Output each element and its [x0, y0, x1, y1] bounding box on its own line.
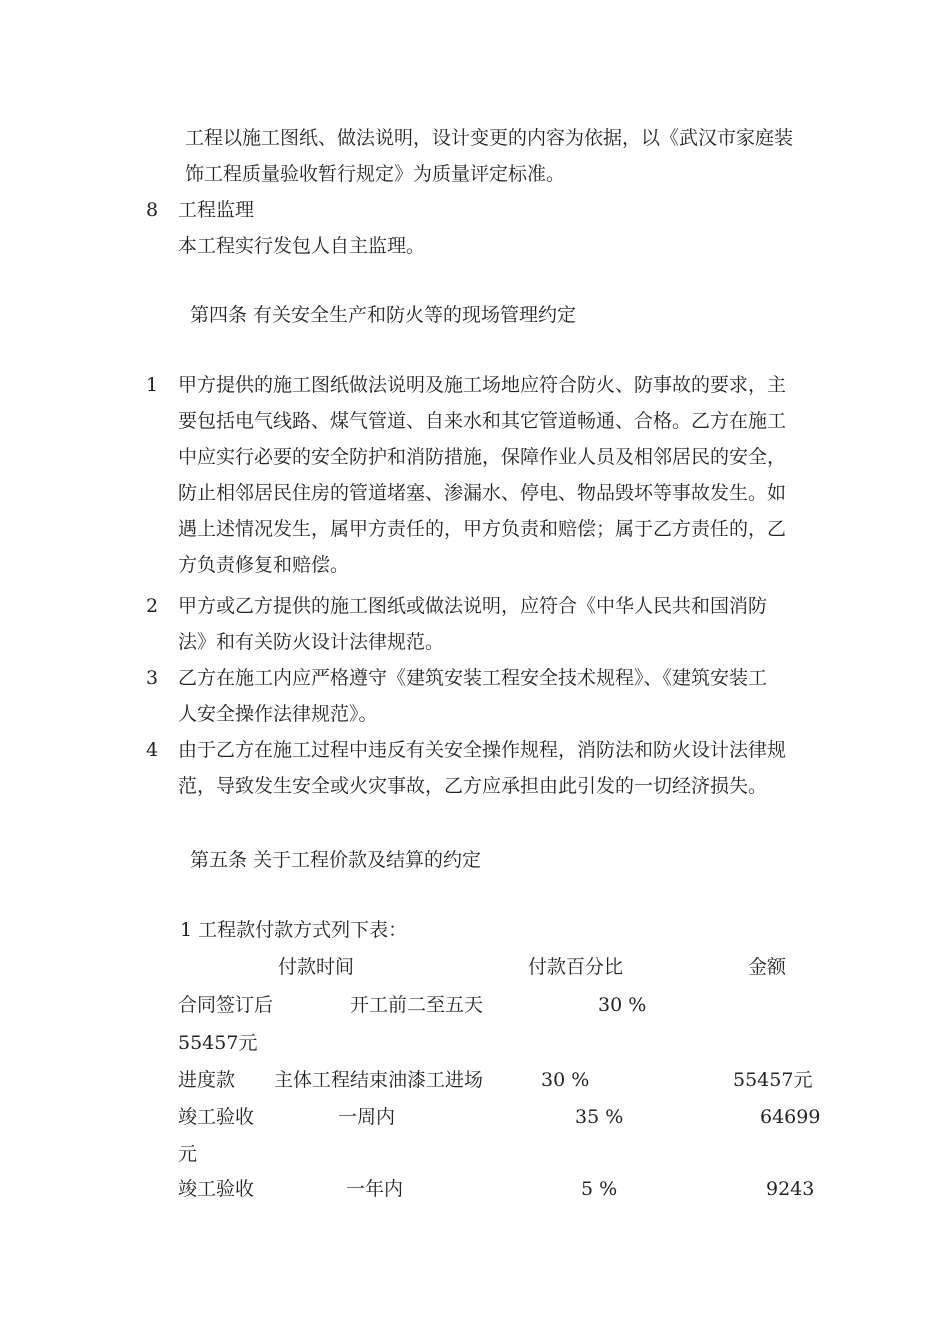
article-4-item-3-number: 3: [146, 667, 159, 689]
table-cell-time: 一周内: [338, 1106, 396, 1128]
table-cell-percent: 35 %: [575, 1106, 624, 1128]
table-cell-time: 开工前二至五天: [350, 994, 484, 1016]
table-cell-percent: 30 %: [541, 1069, 590, 1091]
intro-line-1: 工程以施工图纸、做法说明，设计变更的内容为依据，以《武汉市家庭装: [185, 127, 794, 149]
table-cell-amount-wrap: 元: [178, 1143, 198, 1165]
table-cell-percent: 5 %: [581, 1178, 618, 1200]
table-cell-amount: 64699: [760, 1106, 821, 1128]
article-4-item-1-line: 防止相邻居民住房的管道堵塞、渗漏水、停电、物品毁坏等事故发生。如: [178, 482, 787, 504]
table-cell-time: 一年内: [346, 1178, 404, 1200]
article-4-item-2-number: 2: [146, 595, 159, 617]
table-cell-stage: 竣工验收: [178, 1178, 255, 1200]
article-4-item-1-line: 中应实行必要的安全防护和消防措施，保障作业人员及相邻居民的安全，: [178, 446, 787, 468]
table-cell-amount: 55457元: [178, 1032, 258, 1054]
item-8-number: 8: [146, 199, 159, 221]
article-5-heading: 第五条 关于工程价款及结算的约定: [190, 849, 482, 871]
table-header-time: 付款时间: [278, 956, 355, 978]
table-cell-stage: 进度款: [178, 1069, 236, 1091]
table-cell-stage: 竣工验收: [178, 1106, 255, 1128]
article-4-item-1-number: 1: [146, 374, 159, 396]
payment-intro: 1 工程款付款方式列下表：: [180, 919, 408, 941]
intro-line-2: 饰工程质量验收暂行规定》为质量评定标准。: [185, 163, 566, 185]
article-4-item-2-line: 甲方或乙方提供的施工图纸或做法说明，应符合《中华人民共和国消防: [178, 595, 768, 617]
article-4-item-1-line: 要包括电气线路、煤气管道、自来水和其它管道畅通、合格。乙方在施工: [178, 410, 787, 432]
article-4-item-1-line: 甲方提供的施工图纸做法说明及施工场地应符合防火、防事故的要求，主: [178, 374, 787, 396]
table-cell-amount: 55457元: [733, 1069, 813, 1091]
table-cell-time: 主体工程结束油漆工进场: [274, 1069, 484, 1091]
article-4-heading: 第四条 有关安全生产和防火等的现场管理约定: [190, 304, 577, 326]
item-8-title: 工程监理: [178, 199, 255, 221]
article-4-item-3-line: 人安全操作法律规范》。: [178, 703, 378, 725]
table-header-amount: 金额: [748, 956, 787, 978]
article-4-item-4-line: 由于乙方在施工过程中违反有关安全操作规程，消防法和防火设计法律规: [178, 739, 787, 761]
article-4-item-1-line: 方负责修复和赔偿。: [178, 554, 350, 576]
article-4-item-4-number: 4: [146, 739, 159, 761]
table-cell-stage: 合同签订后: [178, 994, 274, 1016]
article-4-item-3-line: 乙方在施工内应严格遵守《建筑安装工程安全技术规程》、《建筑安装工: [178, 667, 768, 689]
table-cell-amount: 9243: [766, 1178, 815, 1200]
article-4-item-4-line: 范，导致发生安全或火灾事故，乙方应承担由此引发的一切经济损失。: [178, 775, 768, 797]
table-header-percent: 付款百分比: [528, 956, 624, 978]
item-8-body: 本工程实行发包人自主监理。: [178, 235, 426, 257]
article-4-item-1-line: 遇上述情况发生，属甲方责任的，甲方负责和赔偿；属于乙方责任的，乙: [178, 518, 787, 540]
table-cell-percent: 30 %: [598, 994, 647, 1016]
article-4-item-2-line: 法》和有关防火设计法律规范。: [178, 631, 445, 653]
